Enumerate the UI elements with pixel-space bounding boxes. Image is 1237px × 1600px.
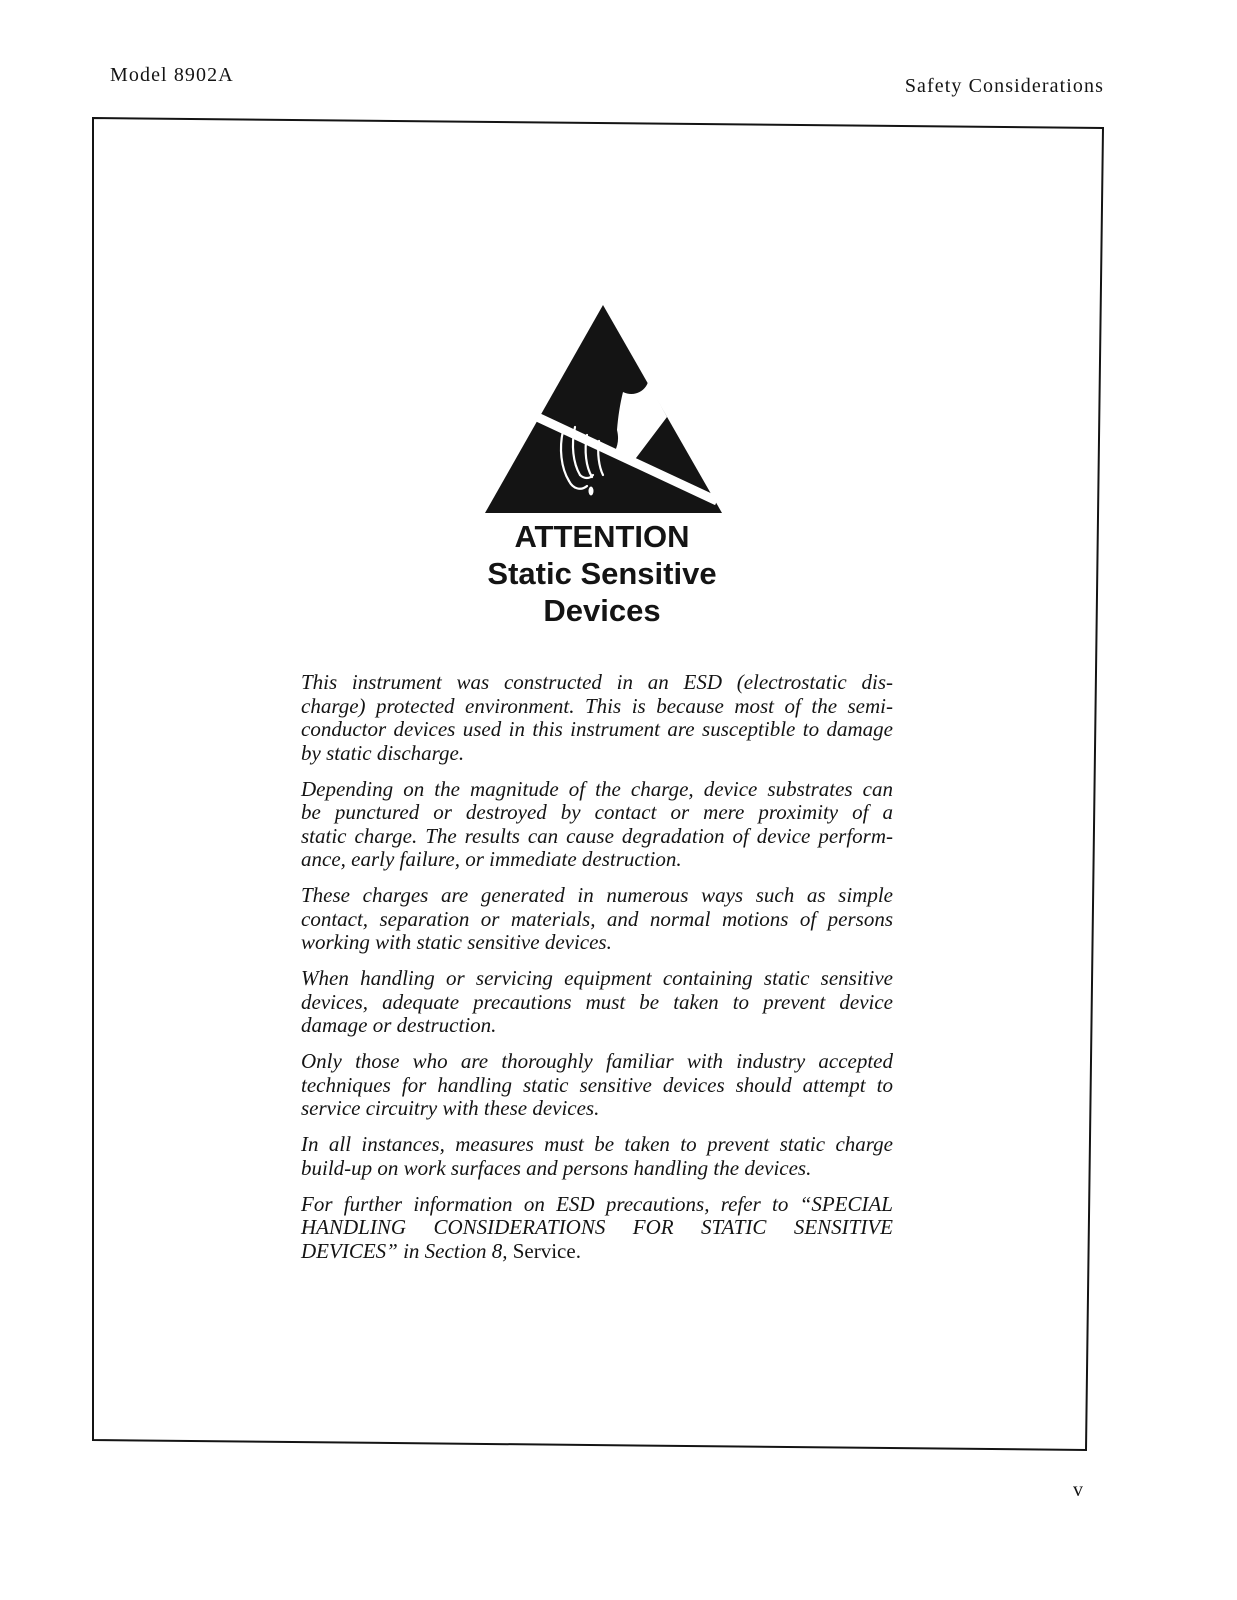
paragraph-line: HANDLING CONSIDERATIONS FOR STATIC SENSITIVE: [301, 1215, 893, 1239]
paragraph-line: Only those who are thoroughly familiar with industry accepted: [301, 1049, 893, 1073]
attention-title: ATTENTION: [514, 519, 690, 554]
paragraph-line: devices, adequate precautions must be taken to prevent device: [301, 989, 893, 1014]
paragraph-line: service circuitry with these devices.: [301, 1096, 600, 1120]
paragraph-line: [301, 1240, 893, 1264]
header-model: Model 8902A: [110, 64, 234, 86]
paragraph-esd-environment: [301, 671, 893, 765]
paragraph-line: by static discharge.: [301, 740, 465, 765]
paragraph-line: build-up on work surfaces and persons handling the devices.: [301, 1155, 812, 1180]
attention-subtitle-line1: Static Sensitive: [487, 556, 717, 591]
esd-static-sensitive-icon: [483, 303, 723, 515]
paragraph-line: static charge. The results can cause degradation of device perform-: [301, 823, 893, 848]
paragraph-qualified-service: [301, 1050, 893, 1121]
paragraph-line: ance, early failure, or immediate destruction.: [301, 847, 682, 871]
paragraph-line: This instrument was constructed in an ESD (electrostatic dis-: [301, 670, 893, 694]
paragraph-line: conductor devices used in this instrument are susceptible to damage: [301, 717, 893, 741]
section-name-service: Service.: [512, 1238, 581, 1263]
paragraph-line: These charges are generated in numerous ways such as simple: [301, 883, 893, 907]
paragraph-prevent-buildup: [301, 1133, 893, 1180]
attention-subtitle-line2: Devices: [543, 593, 661, 628]
paragraph-charge-generation: [301, 884, 893, 955]
paragraph-line: techniques for handling static sensitive devices should attempt to: [301, 1072, 893, 1097]
paragraph-line: In all instances, measures must be taken to prevent static charge: [301, 1132, 893, 1156]
attention-heading: [402, 518, 802, 629]
page-number: v: [1073, 1479, 1083, 1501]
paragraph-line: When handling or servicing equipment containing static sensitive: [301, 966, 893, 990]
paragraph-charge-damage: [301, 778, 893, 872]
paragraph-line: working with static sensitive devices.: [301, 930, 612, 954]
paragraph-line: contact, separation or materials, and normal motions of persons: [301, 906, 893, 931]
paragraph-line: Depending on the magnitude of the charge, device substrates can: [301, 776, 893, 801]
esd-notice-body: [301, 671, 893, 1276]
section-reference-text: DEVICES” in Section 8,: [301, 1238, 508, 1263]
paragraph-handling-precautions: [301, 967, 893, 1038]
paragraph-line: charge) protected environment. This is because most of the semi-: [301, 693, 893, 718]
paragraph-further-information: [301, 1193, 893, 1264]
paragraph-line: be punctured or destroyed by contact or mere proximity of a: [301, 800, 893, 824]
header-section-title: Safety Considerations: [904, 75, 1104, 97]
paragraph-line: damage or destruction.: [301, 1013, 497, 1037]
paragraph-line: For further information on ESD precautions, refer to “SPECIAL: [301, 1191, 893, 1216]
